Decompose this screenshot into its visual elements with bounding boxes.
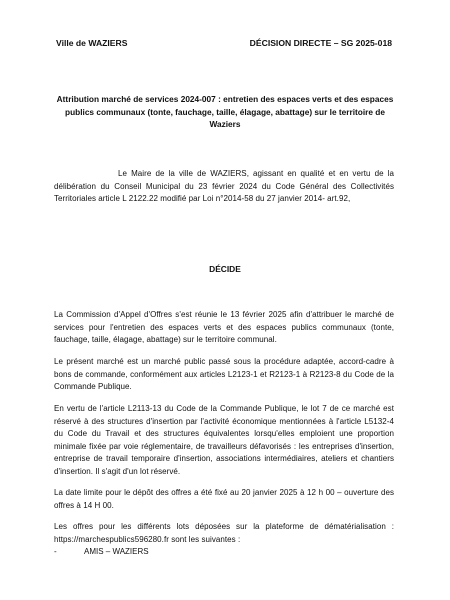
header-municipality: Ville de WAZIERS [56,38,128,48]
document-header [56,38,392,52]
body-paragraph-reserved-lot: En vertu de l'article L2113-13 du Code de la Commande Publique, le lot 7 de ce marché est réservé à des structures d'insertion par l'activité économique mentionnées à l'article L5132-4 du Code du Travail et des structures équivalentes lorsqu'elles emploient une proportion minimale fixée par voie réglementaire, de travailleurs défavorisés : les entreprises d'insertion, entreprise de travail temporaire d'insertion, associations intermédiaires, ateliers et chantiers d'insertion. Il s'agit d'un lot réservé. [54,404,394,476]
document-title: Attribution marché de services 2024-007 : entretien des espaces verts et des espaces publics communaux (tonte, fauchage, taille, élagage, abattage) sur le territoire de Waziers [56,94,394,130]
body-paragraph-offers: Les offres pour les différents lots déposées sur la plateforme de dématérialisation : https://marchespublics596280.fr sont les suivantes : [54,522,394,544]
list-bullet: - [54,547,57,556]
header-decision-number: DÉCISION DIRECTE – SG 2025-018 [249,38,392,48]
body-paragraph-deadline: La date limite pour le dépôt des offres a été fixé au 20 janvier 2025 à 12 h 00 – ouverture des offres à 14 H 00. [54,488,394,510]
list-item [54,546,149,558]
list-item-text: AMIS – WAZIERS [84,547,149,556]
body-paragraph-procedure: Le présent marché est un marché public passé sous la procédure adaptée, accord-cadre à bons de commande, conformément aux articles L2123-1 et R2123-1 à R2123-8 du Code de la Commande Publique. [54,357,394,392]
intro-paragraph: Le Maire de la ville de WAZIERS, agissant en qualité et en vertu de la délibération du Conseil Municipal du 23 février 2024 du Code Général des Collectivités Territoriales article L 2122.22 modifié par Loi n°2014-58 du 27 janvier 2014- art.92, [54,169,394,204]
body-paragraph-commission: La Commission d'Appel d'Offres s'est réunie le 13 février 2025 afin d'attribuer le marché de services pour l'entretien des espaces verts et des espaces publics communaux (tonte, fauchage, taille, élagage, abattage) sur le territoire communal. [54,310,394,345]
decide-heading: DÉCIDE [209,264,241,274]
